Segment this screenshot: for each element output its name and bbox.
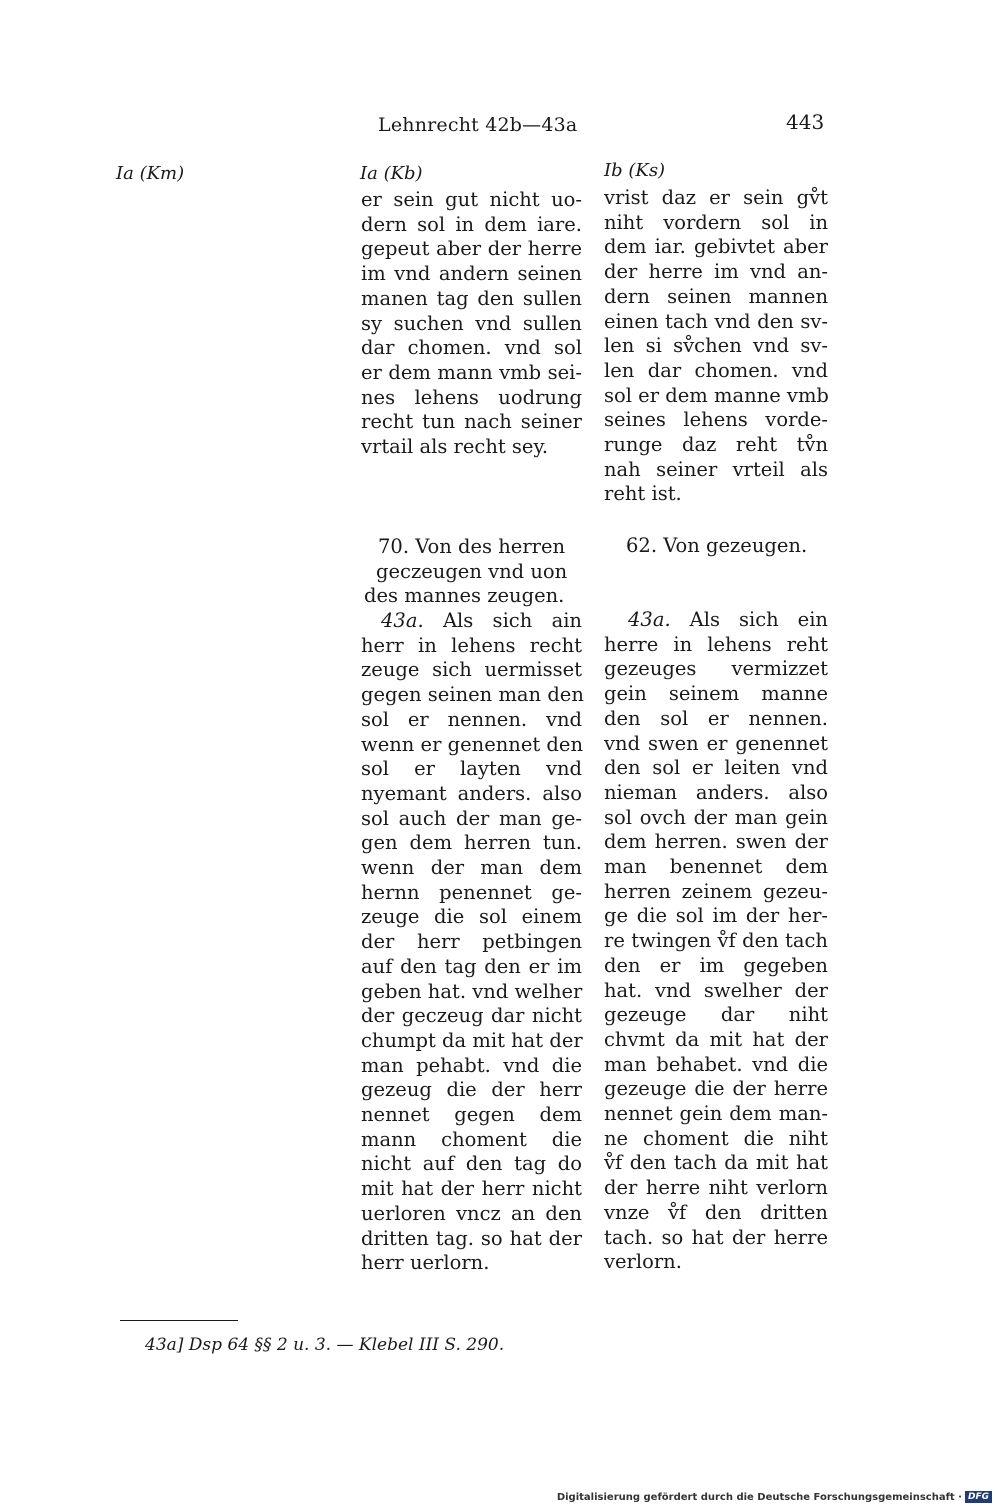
kb-text-line: manen tag den sullen	[361, 286, 582, 310]
kb-text-block-1	[361, 188, 582, 460]
kb-text-line: er dem mann vmb sei-	[361, 360, 582, 384]
ks-text-line: vnd swen er genennet	[604, 731, 828, 755]
ks-section-first-text: Als sich ein	[689, 608, 828, 631]
column-siglum-km: Ia (Km)	[116, 163, 185, 184]
kb-text-block-2	[361, 609, 582, 1276]
kb-text-line: sol auch der man ge-	[361, 806, 582, 830]
ks-text-line: den sol er leiten vnd	[604, 756, 828, 780]
ks-text-line: verlorn.	[604, 1250, 682, 1274]
kb-text-line: wenn er genennet den	[361, 732, 584, 756]
ks-text-line: man behabet. vnd die	[604, 1052, 828, 1076]
ks-text-line: sol er dem manne vmb	[604, 383, 829, 407]
kb-text-line: der herr petbingen	[361, 930, 582, 954]
ks-text-line: vrist daz er sein gv̊t	[604, 186, 828, 209]
ks-text-line: ne choment die niht	[604, 1126, 828, 1150]
kb-text-line: im vnd andern seinen	[361, 262, 582, 286]
kb-text-line: gepeut aber der herre	[361, 237, 582, 261]
ks-text-block-2	[604, 608, 828, 1275]
ks-text-line: sol ovch der man gein	[604, 805, 828, 829]
ks-text-line: den sol er nennen.	[604, 706, 828, 730]
ks-text-line: len si sv̊chen vnd sv-	[604, 334, 828, 358]
ks-text-line: runge daz reht tv̊n	[604, 433, 828, 457]
kb-text-line: zeuge sich uermisset	[361, 658, 582, 682]
ks-heading-line: 62. Von gezeugen.	[626, 534, 808, 557]
kb-section-first-line	[361, 609, 582, 634]
ks-text-line: v̊f den tach da mit hat	[604, 1151, 828, 1175]
kb-text-line: hernn penennet ge-	[361, 880, 582, 904]
kb-text-line: dritten tag. so hat der	[361, 1226, 582, 1250]
footnote-rule	[120, 1320, 238, 1321]
ks-section-first-line	[604, 608, 828, 633]
kb-text-line: vrtail als recht sey.	[361, 435, 549, 459]
ks-text-line: vnze v̊f den dritten	[604, 1200, 828, 1224]
kb-text-line: sol er layten vnd	[361, 757, 582, 781]
kb-text-line: dar chomen. vnd sol	[361, 336, 582, 360]
ks-text-line: den er im gegeben	[604, 953, 828, 977]
ks-text-line: chvmt da mit hat der	[604, 1027, 828, 1051]
kb-text-line: gezeug die der herr	[361, 1078, 582, 1102]
page-number: 443	[786, 110, 825, 134]
kb-section-first-text: Als sich ain	[442, 609, 582, 632]
kb-text-line: er sein gut nicht uo-	[361, 188, 582, 211]
ks-text-block-1	[604, 186, 828, 507]
footnote: 43a] Dsp 64 §§ 2 u. 3. — Klebel III S. 290.	[145, 1335, 505, 1355]
ks-text-line: gein seinem manne	[604, 682, 828, 706]
kb-text-line: auf den tag den er im	[361, 954, 582, 978]
ks-section-mark: 43a.	[628, 608, 671, 631]
running-title: Lehnrecht 42b—43a	[378, 114, 578, 136]
ks-text-line: reht ist.	[604, 482, 682, 506]
kb-text-line: der geczeug dar nicht	[361, 1004, 582, 1028]
ks-chapter-heading	[626, 534, 807, 559]
kb-chapter-heading	[364, 535, 568, 609]
ks-text-line: herre in lehens reht	[604, 632, 828, 656]
ks-text-line: hat. vnd swelher der	[604, 978, 828, 1002]
ks-text-line: ge die sol im der her-	[604, 904, 828, 928]
kb-text-line: man pehabt. vnd die	[361, 1053, 582, 1077]
ks-text-line: seines lehens vorde-	[604, 408, 828, 432]
ks-text-line: der herre niht verlorn	[604, 1176, 828, 1200]
ks-text-line: gezeuges vermizzet	[604, 657, 828, 681]
kb-text-line: nes lehens uodrung	[361, 385, 582, 409]
ks-text-line: dem herren. swen der	[604, 830, 828, 854]
kb-text-line: recht tun nach seiner	[361, 410, 582, 434]
kb-text-line: herr uerlorn.	[361, 1251, 490, 1275]
kb-text-line: dern sol in dem iare.	[361, 212, 582, 236]
kb-text-line: nicht auf den tag do	[361, 1152, 582, 1176]
kb-text-line: chumpt da mit hat der	[361, 1028, 583, 1052]
kb-text-line: sy suchen vnd sullen	[361, 311, 582, 335]
ks-text-line: nieman anders. also	[604, 780, 828, 804]
kb-text-line: sol er nennen. vnd	[361, 707, 582, 731]
kb-text-line: uerloren vncz an den	[361, 1201, 582, 1225]
column-siglum-ks: Ib (Ks)	[604, 160, 666, 181]
ks-text-line: nah seiner vrteil als	[604, 457, 828, 481]
ks-text-line: herren zeinem gezeu-	[604, 879, 828, 903]
kb-text-line: nyemant anders. also	[361, 781, 582, 805]
kb-section-mark: 43a.	[381, 609, 424, 632]
kb-heading-line: des mannes zeugen.	[364, 584, 565, 608]
ks-text-line: dem iar. gebivtet aber	[604, 235, 828, 259]
column-siglum-kb: Ia (Kb)	[360, 163, 423, 184]
kb-text-line: gegen seinen man den	[361, 683, 584, 707]
digitization-note: Digitalisierung gefördert durch die Deutsche Forschungsgemeinschaft ·	[556, 1491, 962, 1503]
kb-text-line: wenn der man dem	[361, 856, 582, 880]
ks-text-line: nennet gein dem man-	[604, 1102, 828, 1126]
digitization-credit	[557, 1491, 992, 1503]
kb-heading-line: 70. Von des herren	[378, 535, 566, 558]
ks-text-line: einen tach vnd den sv-	[604, 309, 828, 333]
ks-text-line: re twingen v̊f den tach	[604, 929, 828, 953]
ks-text-line: niht vordern sol in	[604, 210, 828, 234]
ks-text-line: gezeuge die der herre	[604, 1077, 828, 1101]
ks-text-line: len dar chomen. vnd	[604, 358, 828, 382]
dfg-logo: DFG	[965, 1491, 992, 1503]
ks-text-line: man benennet dem	[604, 855, 828, 879]
kb-heading-line: geczeugen vnd uon	[376, 559, 568, 583]
kb-text-line: zeuge die sol einem	[361, 905, 582, 929]
kb-text-line: mann choment die	[361, 1127, 582, 1151]
kb-text-line: mit hat der herr nicht	[361, 1177, 582, 1201]
ks-text-line: dern seinen mannen	[604, 284, 828, 308]
kb-text-line: gen dem herren tun.	[361, 831, 582, 855]
kb-text-line: nennet gegen dem	[361, 1103, 582, 1127]
ks-text-line: der herre im vnd an-	[604, 260, 828, 284]
kb-text-line: geben hat. vnd welher	[361, 979, 583, 1003]
ks-text-line: gezeuge dar niht	[604, 1003, 828, 1027]
kb-text-line: herr in lehens recht	[361, 633, 582, 657]
ks-text-line: tach. so hat der herre	[604, 1225, 828, 1249]
